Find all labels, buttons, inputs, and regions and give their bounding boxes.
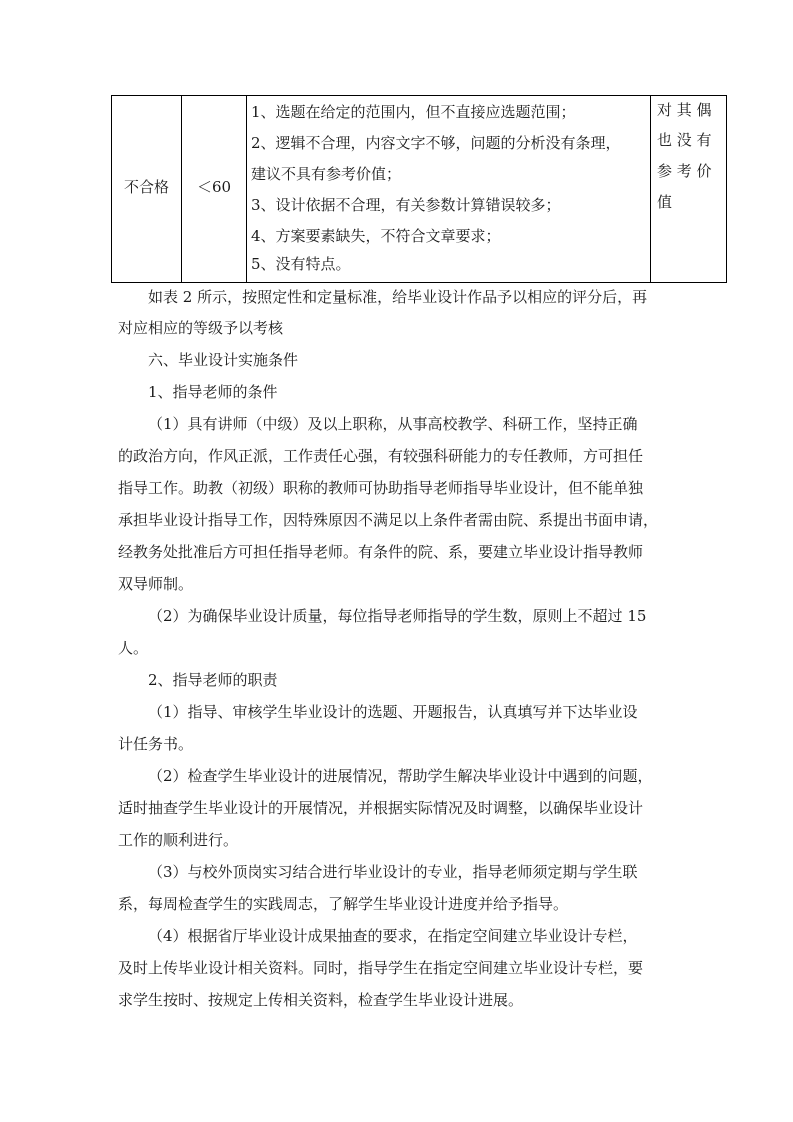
subsection-heading: 2、指导老师的职责 (148, 671, 278, 689)
paragraph-line: 求学生按时、按规定上传相关资料，检查学生毕业设计进展。 (118, 991, 524, 1009)
paragraph-line: 经教务处批准后方可担任指导老师。有条件的院、系，要建立毕业设计指导教师 (118, 543, 644, 561)
paragraph-line: 双导师制。 (118, 575, 194, 593)
note-line: 也 没 有 (657, 131, 712, 149)
criteria-item: 建议不具有参考价值； (251, 165, 402, 183)
paragraph-line: （1）具有讲师（中级）及以上职称，从事高校教学、科研工作，坚持正确 (148, 415, 638, 433)
paragraph-line: 指导工作。助教（初级）职称的教师可协助指导老师指导毕业设计，但不能单独 (118, 479, 644, 497)
note-line: 参 考 价 (657, 162, 712, 180)
note-cell (651, 96, 725, 282)
score-range: ＜60 (196, 178, 232, 196)
paragraph-line: （2）检查学生毕业设计的进展情况，帮助学生解决毕业设计中遇到的问题， (148, 767, 653, 785)
criteria-item: 2、逻辑不合理，内容文字不够，问题的分析没有条理， (251, 134, 621, 152)
grade-cell (112, 96, 181, 282)
paragraph-line: 如表 2 所示，按照定性和定量标准，给毕业设计作品予以相应的评分后，再 (148, 288, 648, 306)
paragraph-line: 系，每周检查学生的实践周志，了解学生毕业设计进度并给予指导。 (118, 895, 569, 913)
paragraph-line: 适时抽查学生毕业设计的开展情况，并根据实际情况及时调整，以确保毕业设计 (118, 799, 644, 817)
criteria-item: 1、选题在给定的范围内，但不直接应选题范围； (251, 103, 576, 121)
paragraph-line: 计任务书。 (118, 735, 194, 753)
paragraph-line: 承担毕业设计指导工作，因特殊原因不满足以上条件者需由院、系提出书面申请， (118, 511, 659, 529)
criteria-cell (247, 96, 650, 282)
grade-label: 不合格 (123, 178, 169, 196)
criteria-item: 5、没有特点。 (251, 255, 351, 273)
paragraph-line: 人。 (118, 639, 149, 657)
score-cell (182, 96, 246, 282)
paragraph-line: （1）指导、审核学生毕业设计的选题、开题报告，认真填写并下达毕业设 (148, 703, 638, 721)
note-line: 对 其 偶 (657, 101, 712, 119)
criteria-item: 4、方案要素缺失，不符合文章要求； (251, 227, 501, 245)
paragraph-line: （2）为确保毕业设计质量，每位指导老师指导的学生数，原则上不超过 15 (148, 607, 647, 625)
criteria-item: 3、设计依据不合理，有关参数计算错误较多； (251, 196, 561, 214)
paragraph-line: （4）根据省厅毕业设计成果抽查的要求，在指定空间建立毕业设计专栏， (148, 927, 638, 945)
note-line: 值 (657, 193, 673, 211)
paragraph-line: 工作的顺利进行。 (118, 831, 239, 849)
section-heading: 六、毕业设计实施条件 (148, 351, 299, 369)
subsection-heading: 1、指导老师的条件 (148, 383, 278, 401)
paragraph-line: 及时上传毕业设计相关资料。同时，指导学生在指定空间建立毕业设计专栏，要 (118, 959, 644, 977)
paragraph-line: （3）与校外顶岗实习结合进行毕业设计的专业，指导老师须定期与学生联 (148, 863, 638, 881)
paragraph-line: 的政治方向，作风正派，工作责任心强，有较强科研能力的专任教师，方可担任 (118, 447, 644, 465)
grading-table (111, 95, 727, 283)
paragraph-line: 对应相应的等级予以考核 (118, 319, 284, 337)
